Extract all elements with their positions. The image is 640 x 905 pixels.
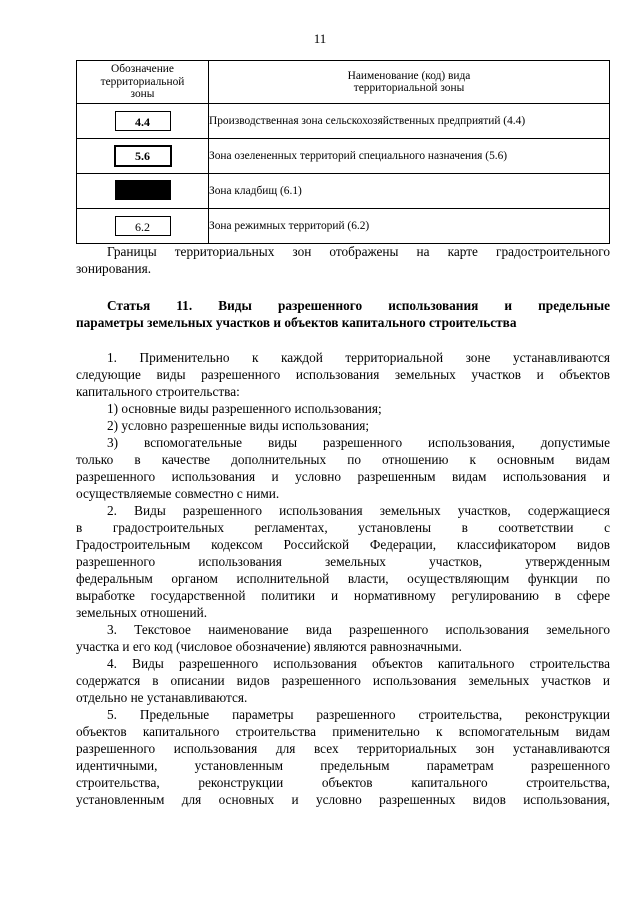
text-line: строительства, реконструкции объектов капитального строительства,	[76, 775, 610, 790]
zone-name: Зона режимных территорий (6.2)	[209, 209, 610, 244]
text-line: 2) условно разрешенные виды использования;	[107, 418, 370, 433]
text-line: следующие виды разрешенного использования земельных участков и объектов	[76, 367, 610, 382]
table-row	[77, 139, 610, 174]
text-line: 1) основные виды разрешенного использования;	[107, 401, 382, 416]
table-row	[77, 174, 610, 209]
zone-symbol: 5.6	[114, 145, 172, 167]
article-heading: Статья 11. Виды разрешенного использования и предельные	[107, 298, 610, 313]
zone-name: Зона кладбищ (6.1)	[209, 174, 610, 209]
territorial-zones-table	[76, 60, 610, 244]
zone-symbol: 4.4	[115, 111, 171, 131]
text-line: содержатся в описании видов разрешенного использования земельных участков и	[76, 673, 610, 688]
text-line: осуществляемые совместно с ними.	[76, 486, 280, 501]
page-number: 11	[313, 31, 327, 46]
text-line: объектов капитального строительства применительно к вспомогательным видам	[76, 724, 610, 739]
header-text-line: зоны	[130, 88, 155, 101]
text-line: зонирования.	[76, 261, 152, 276]
text-line: выработке государственной политики и нормативному регулированию в сфере	[76, 588, 610, 603]
text-line: 4. Виды разрешенного использования объектов капитального строительства	[107, 656, 610, 671]
text-line: 1. Применительно к каждой территориальной зоне устанавливаются	[107, 350, 610, 365]
header-text-line: территориальной	[100, 75, 185, 88]
zone-symbol-filled	[115, 180, 171, 200]
zone-name: Производственная зона сельскохозяйственных предприятий (4.4)	[209, 104, 610, 139]
header-zone-name	[209, 61, 610, 104]
article-heading: параметры земельных участков и объектов капитального строительства	[76, 315, 517, 330]
text-line: 5. Предельные параметры разрешенного строительства, реконструкции	[107, 707, 610, 722]
table-row	[77, 104, 610, 139]
text-line: 3) вспомогательные виды разрешенного использования, допустимые	[107, 435, 610, 450]
text-line: капитального строительства:	[76, 384, 240, 399]
table-row	[77, 209, 610, 244]
zone-code-cell	[77, 139, 209, 174]
header-text-line: территориальной зоны	[353, 82, 465, 94]
header-text-line: Обозначение	[111, 63, 174, 76]
text-line: установленным для основных и условно разрешенных видов использования,	[76, 792, 610, 807]
text-line: 2. Виды разрешенного использования земельных участков, содержащиеся	[107, 503, 610, 518]
text-line: идентичными, установленным предельным параметрам разрешенного	[76, 758, 610, 773]
text-line: разрешенного использования земельных участков, утвержденным	[76, 554, 610, 569]
text-line: в градостроительных регламентах, установлены в соответствии с	[76, 520, 610, 535]
text-line: участка и его код (числовое обозначение) являются равнозначными.	[76, 639, 462, 654]
zone-code-cell	[77, 174, 209, 209]
text-line: федеральным органом исполнительной власти, осуществляющим функции по	[76, 571, 610, 586]
zone-code-cell	[77, 104, 209, 139]
zone-name: Зона озелененных территорий специального назначения (5.6)	[209, 139, 610, 174]
zone-symbol: 6.2	[115, 216, 171, 236]
text-line: земельных отношений.	[76, 605, 208, 620]
table-header-row	[77, 61, 610, 104]
text-line: разрешенного использования для всех территориальных зон устанавливаются	[76, 741, 610, 756]
header-zone-designation	[77, 61, 209, 104]
header-text-line: Наименование (код) вида	[347, 69, 471, 82]
text-line: разрешенного использования и условно разрешенным видам использования и	[76, 469, 610, 484]
text-line: Градостроительным кодексом Российской Федерации, классификатором видов	[76, 537, 610, 552]
text-line: только в качестве дополнительных по отношению к основным видам	[76, 452, 610, 467]
zone-code-cell	[77, 209, 209, 244]
text-line: 3. Текстовое наименование вида разрешенного использования земельного	[107, 622, 610, 637]
text-line: отдельно не устанавливаются.	[76, 690, 248, 705]
text-line: Границы территориальных зон отображены на карте градостроительного	[107, 244, 610, 259]
